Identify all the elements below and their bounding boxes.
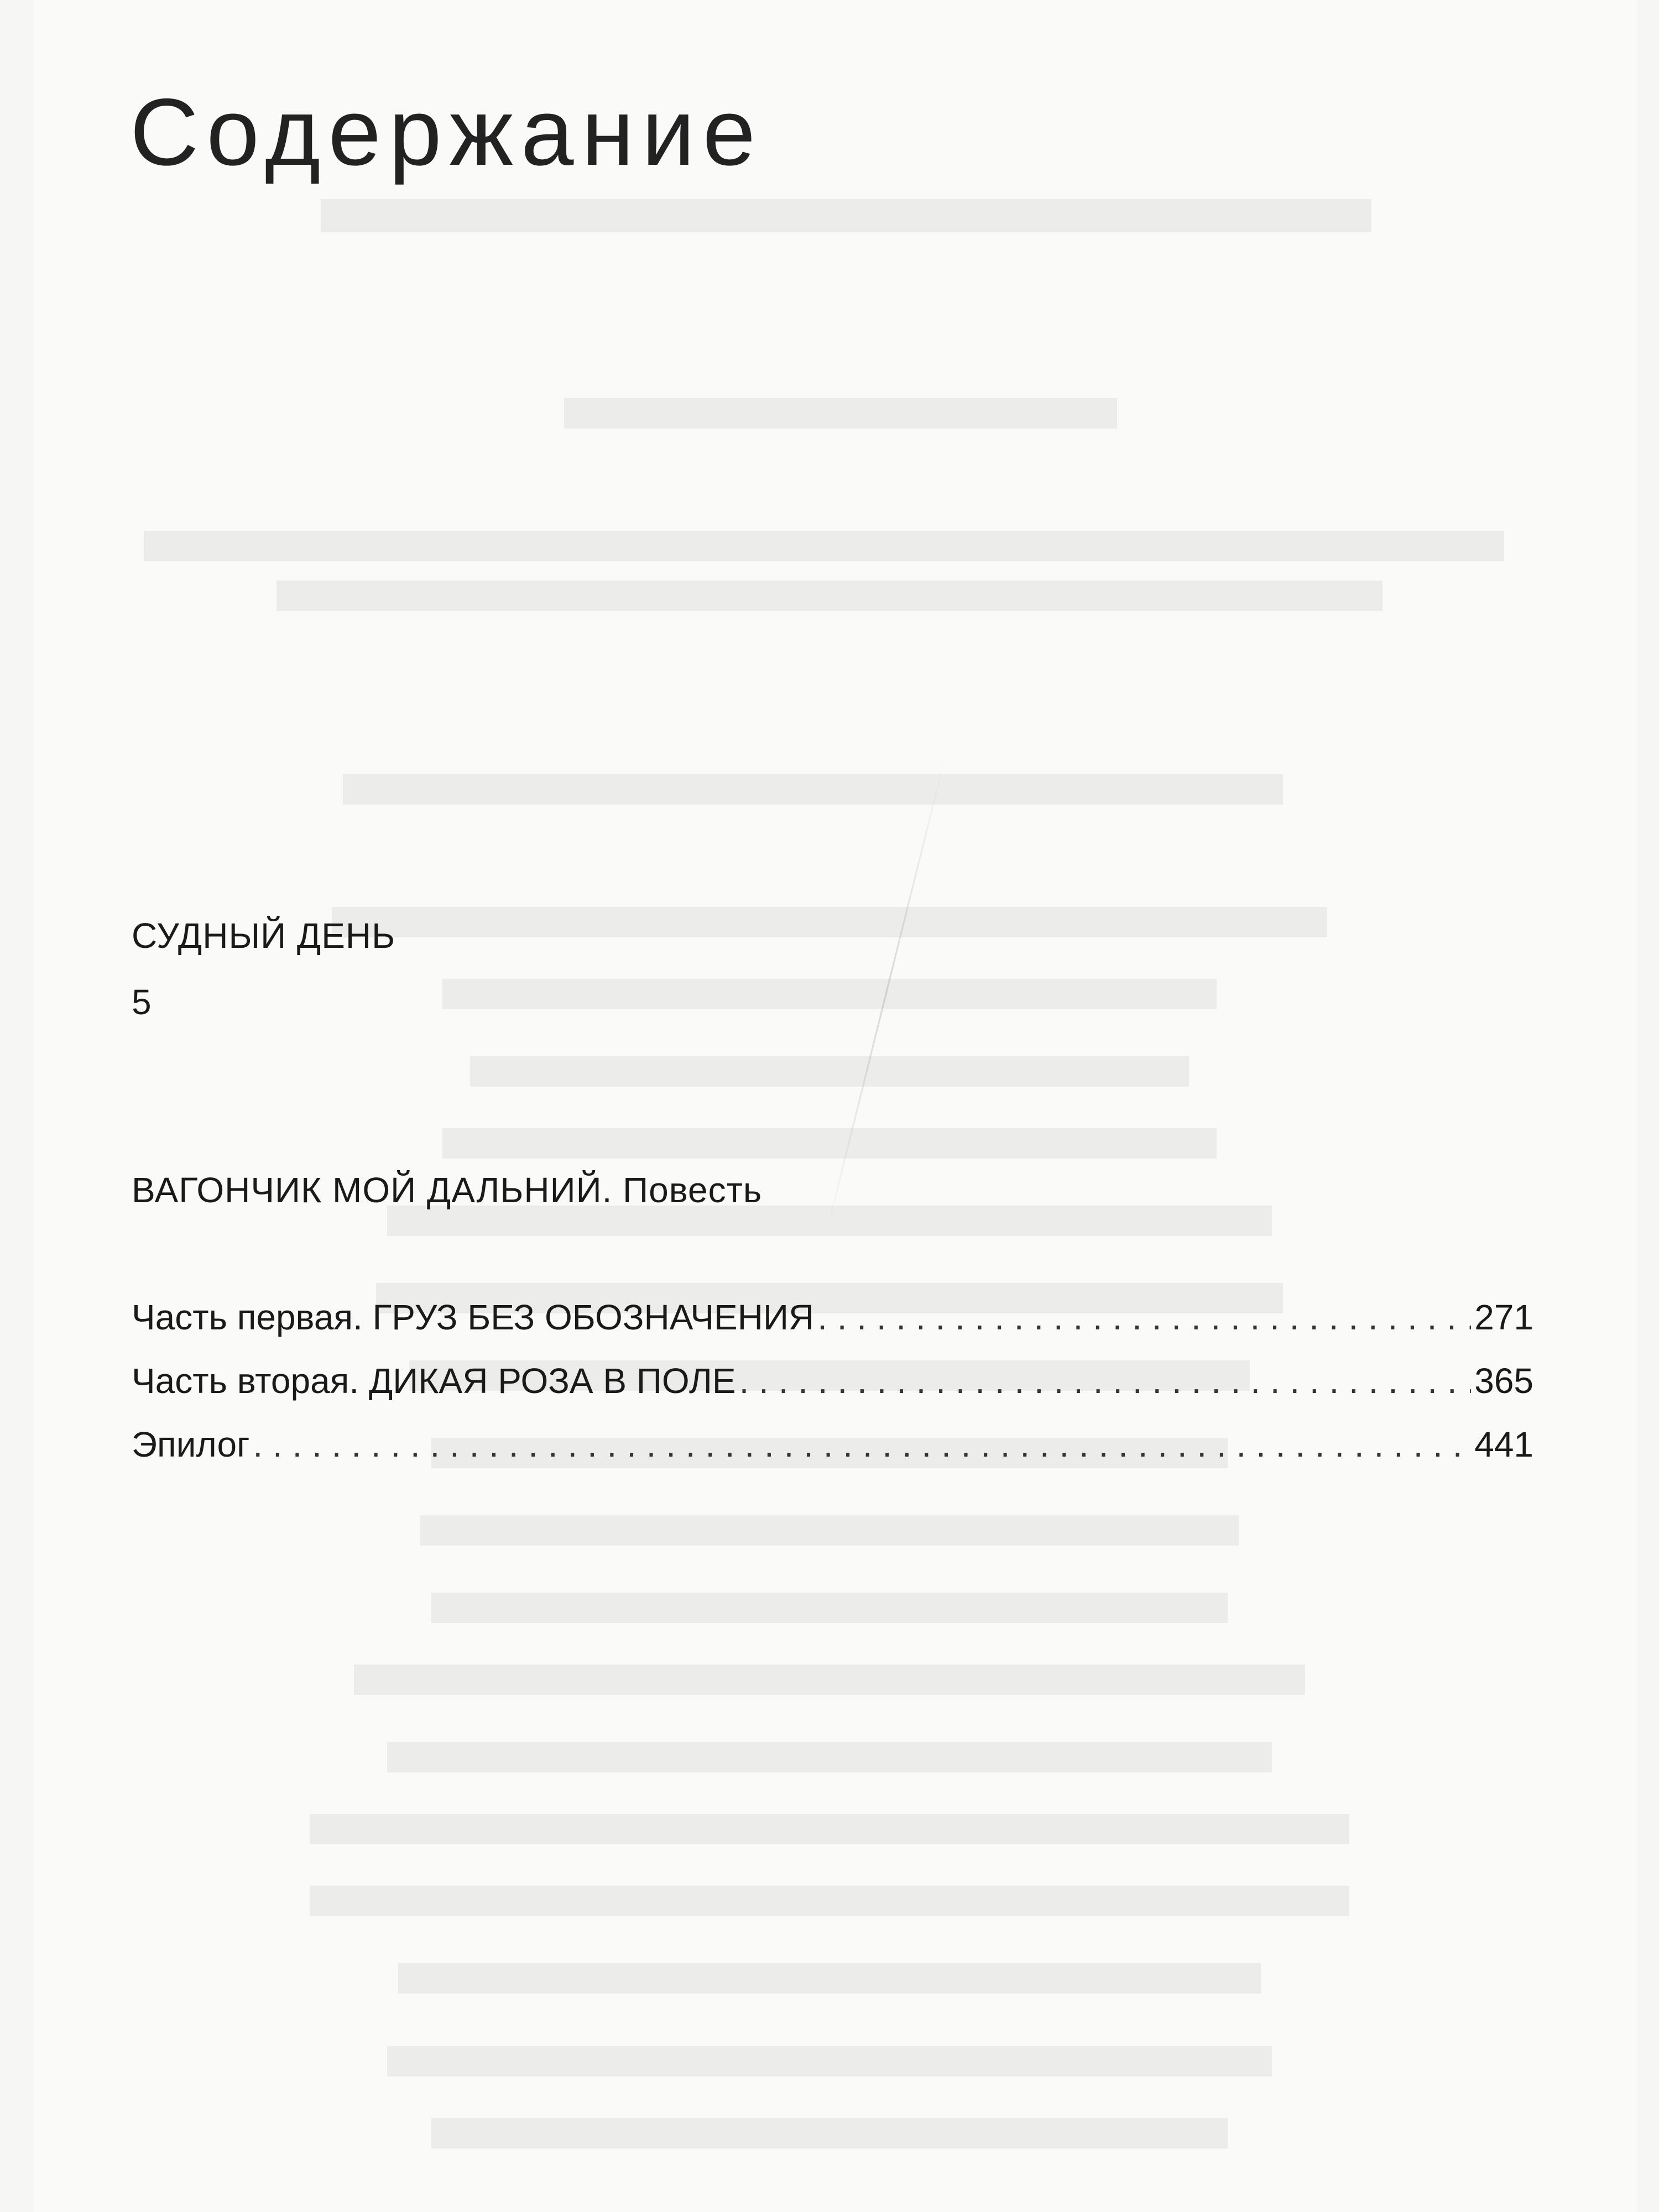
dot-leader xyxy=(739,1360,1472,1401)
toc-line-page: 271 xyxy=(1474,1297,1533,1337)
toc-line-label: Часть первая. ГРУЗ БЕЗ ОБОЗНАЧЕНИЯ xyxy=(132,1297,815,1337)
toc-line-page: 441 xyxy=(1474,1425,1533,1464)
dot-leader xyxy=(817,1297,1471,1338)
toc-line-label: Эпилог xyxy=(132,1425,250,1464)
toc-line-label: Часть вторая. ДИКАЯ РОЗА В ПОЛЕ xyxy=(132,1361,736,1401)
book-page xyxy=(33,0,1637,2212)
toc-line[interactable] xyxy=(132,1360,1533,1401)
toc-entry-page: 5 xyxy=(132,982,152,1022)
page-title: Содержание xyxy=(130,79,764,185)
toc-line-page: 365 xyxy=(1474,1361,1533,1401)
toc-entry-title[interactable]: ВАГОНЧИК МОЙ ДАЛЬНИЙ. Повесть xyxy=(132,1170,763,1210)
toc-line[interactable] xyxy=(132,1297,1533,1338)
dot-leader xyxy=(253,1424,1471,1465)
toc-line[interactable] xyxy=(132,1424,1533,1465)
toc-entry-title[interactable]: СУДНЫЙ ДЕНЬ xyxy=(132,916,396,956)
